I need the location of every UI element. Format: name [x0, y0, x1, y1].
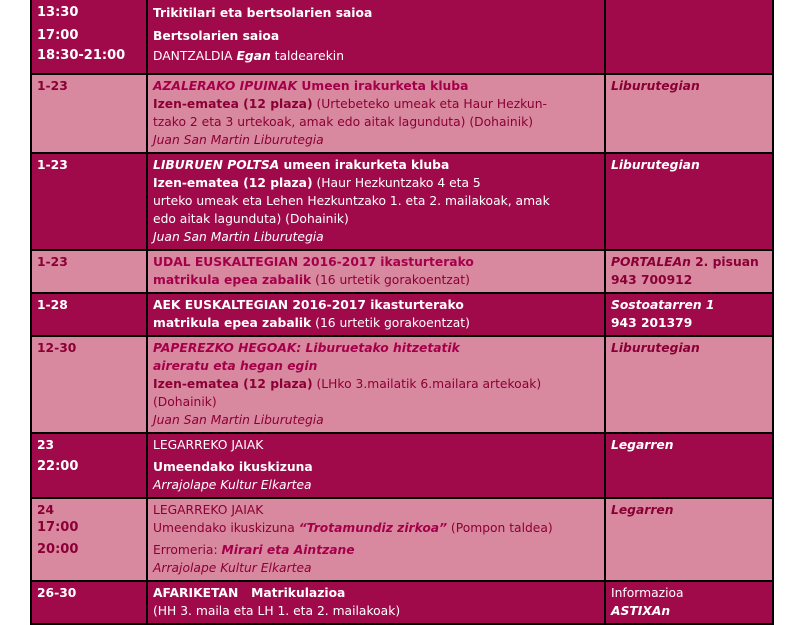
event-title: UDAL EUSKALTEGIAN 2016-2017 ikasturterako: [153, 255, 474, 269]
date: 1-23: [37, 158, 68, 172]
date-cell: [31, 581, 147, 624]
location-cell: [605, 433, 773, 498]
table-row: [31, 74, 773, 153]
time: 22:00: [37, 459, 79, 474]
date-cell: [31, 336, 147, 433]
date: 1-23: [37, 79, 68, 93]
location-cell: [605, 74, 773, 153]
event-title: Umeendako ikuskizuna: [153, 460, 313, 474]
group-name: Egan: [236, 49, 271, 63]
time: 17:00: [37, 520, 79, 535]
organizer: Arrajolape Kultur Elkartea: [153, 478, 312, 492]
event-title: AZALERAKO IPUINAK: [153, 79, 298, 93]
event-cell: LIBURUEN POLTSA umeen irakurketa kluba Izen-ematea (12 plaza) (Haur Hezkuntzako 4 eta 5 urteko umeak eta Lehen Hezkuntzako 1. eta 2. mailakoak, amak edo aitak lagunduta) (Dohainik) Juan San Martin Liburutegia: [147, 153, 605, 250]
date: 23: [37, 438, 55, 452]
table-row: [31, 0, 773, 74]
table-row: [31, 433, 773, 498]
organizer: Arrajolape Kultur Elkartea: [153, 561, 312, 575]
table-row: [31, 153, 773, 250]
table-row: [31, 250, 773, 293]
event-category: LEGARREKO JAIAK: [153, 503, 264, 517]
event-category: LEGARREKO JAIAK: [153, 438, 264, 452]
table-row: [31, 293, 773, 336]
event-cell: PAPEREZKO HEGOAK: Liburuetako hitzetatik aireratu eta hegan egin Izen-ematea (12 plaza) (LHko 3.mailatik 6.mailara artekoak) (Dohainik) Juan San Martin Liburutegia: [147, 336, 605, 433]
location: PORTALEAn: [611, 255, 691, 269]
event-title: PAPEREZKO HEGOAK: Liburuetako hitzetatik: [153, 341, 460, 355]
phone: 943 201379: [611, 316, 693, 330]
date-cell: [31, 498, 147, 581]
performer: Mirari eta Aintzane: [221, 543, 355, 557]
registration: Izen-ematea (12 plaza): [153, 377, 313, 391]
event-title: AEK EUSKALTEGIAN 2016-2017 ikasturterako: [153, 298, 464, 312]
time: 17:00: [37, 28, 79, 43]
date: 1-28: [37, 298, 68, 312]
event-line: Bertsolarien saioa: [153, 29, 280, 43]
location-cell: PORTALEAn 2. pisuan 943 700912: [605, 250, 773, 293]
location-cell: [605, 498, 773, 581]
date-cell: [31, 153, 147, 250]
location: Liburutegian: [611, 341, 700, 355]
location-cell: [605, 0, 773, 74]
date-cell: [31, 74, 147, 153]
time: 13:30: [37, 5, 79, 20]
time: 20:00: [37, 542, 79, 557]
event-cell: [147, 0, 605, 74]
event-line: Trikitilari eta bertsolarien saioa: [153, 6, 373, 20]
date: 1-23: [37, 255, 68, 269]
date-cell: [31, 433, 147, 498]
registration: Izen-ematea (12 plaza): [153, 97, 313, 111]
location-cell: [605, 336, 773, 433]
location-cell: [605, 293, 773, 336]
location: Legarren: [611, 438, 674, 452]
date-cell: [31, 293, 147, 336]
table-row: [31, 581, 773, 624]
event-cell: [147, 433, 605, 498]
location: Sostoatarren 1: [611, 298, 715, 312]
table-row: [31, 336, 773, 433]
organizer: Juan San Martin Liburutegia: [153, 230, 324, 244]
location: Legarren: [611, 503, 674, 517]
location: Liburutegian: [611, 158, 700, 172]
location-cell: [605, 153, 773, 250]
event-line: DANTZALDIA Egan taldearekin: [153, 49, 345, 63]
date-cell: [31, 250, 147, 293]
registration: Izen-ematea (12 plaza): [153, 176, 313, 190]
event-cell: LEGARREKO JAIAK Umeendako ikuskizuna “Trotamundiz zirkoa” (Pompon taldea) Erromeria: Mirari eta Aintzane Arrajolape Kultur Elkartea: [147, 498, 605, 581]
schedule-table: [30, 0, 774, 625]
location: ASTIXAn: [611, 604, 671, 618]
time-cell: [31, 0, 147, 74]
date: 26-30: [37, 586, 77, 600]
event-cell: UDAL EUSKALTEGIAN 2016-2017 ikasturterako matrikula epea zabalik (16 urtetik gorakoentzat): [147, 250, 605, 293]
phone: 943 700912: [611, 273, 693, 287]
organizer: Juan San Martin Liburutegia: [153, 133, 324, 147]
event-cell: AEK EUSKALTEGIAN 2016-2017 ikasturterako matrikula epea zabalik (16 urtetik gorakoentzat): [147, 293, 605, 336]
date: 24: [37, 503, 55, 517]
event-title: AFARIKETAN: [153, 586, 239, 600]
event-title: LIBURUEN POLTSA: [153, 158, 280, 172]
date: 12-30: [37, 341, 77, 355]
event-title: “Trotamundiz zirkoa”: [298, 521, 448, 535]
location: Liburutegian: [611, 79, 700, 93]
event-cell: AZALERAKO IPUINAK Umeen irakurketa kluba Izen-ematea (12 plaza) (Urtebeteko umeak eta Haur Hezkun- tzako 2 eta 3 urtekoak, amak edo aitak lagunduta) (Dohainik) Juan San Martin Liburutegia: [147, 74, 605, 153]
table-row: [31, 498, 773, 581]
time: 18:30-21:00: [37, 48, 126, 63]
event-cell: AFARIKETAN Matrikulazioa (HH 3. maila eta LH 1. eta 2. mailakoak): [147, 581, 605, 624]
location-cell: Informazioa ASTIXAn: [605, 581, 773, 624]
organizer: Juan San Martin Liburutegia: [153, 413, 324, 427]
